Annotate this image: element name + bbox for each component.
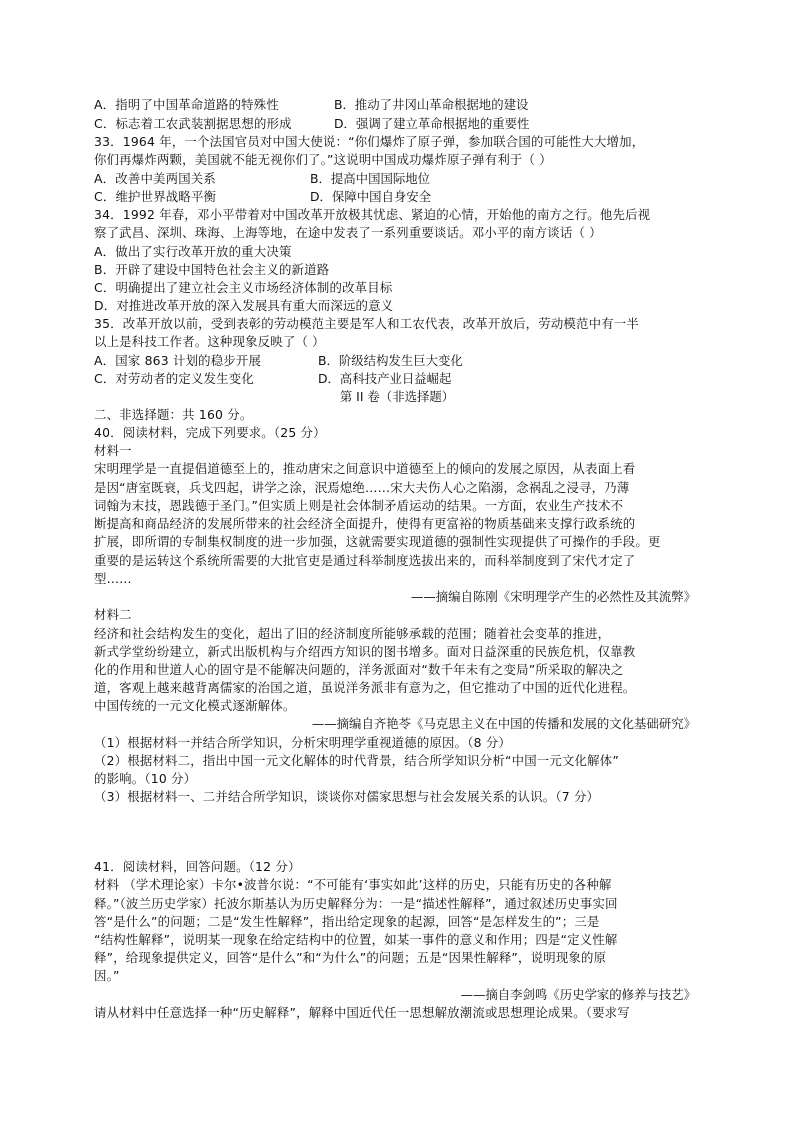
- q34-stem-line-1: 34．1992 年春，邓小平带着对中国改革开放极其忧虑、紧迫的心情，开始他的南方之行。他先后视: [94, 207, 651, 222]
- q40-question-2-line-1: （2）根据材料二，指出中国一元文化解体的时代背景，结合所学知识分析“中国一元文化解体”: [94, 753, 619, 768]
- q35-stem-line-1: 35．改革开放以前，受到表彰的劳动模范主要是军人和工农代表，改革开放后，劳动模范中有一半: [94, 316, 639, 331]
- q40-question-2-line-2: 的影响。（10 分）: [94, 771, 197, 786]
- q34-option-c: C．明确提出了建立社会主义市场经济体制的改革目标: [94, 280, 393, 295]
- q40-material1-line: 词翰为末技，恩践德于圣门。”但实质上则是社会体制矛盾运动的结果。一方面，农业生产技术不: [94, 498, 624, 513]
- q40-material1-source: ——摘编自陈刚《宋明理学产生的必然性及其流弊》: [411, 589, 696, 604]
- q33-option-c: C．维护世界战略平衡: [94, 189, 217, 204]
- q40-material2-line: 中国传统的一元文化模式逐渐解体。: [94, 698, 296, 713]
- q34-option-b: B．开辟了建设中国特色社会主义的新道路: [94, 262, 330, 277]
- q34-stem-line-2: 察了武昌、深圳、珠海、上海等地，在途中发表了一系列重要谈话。邓小平的南方谈话（ ）: [94, 225, 602, 240]
- q34-option-d: D．对推进改革开放的深入发展具有重大而深远的意义: [94, 298, 394, 313]
- q40-question-1: （1）根据材料一并结合所学知识，分析宋明理学重视道德的原因。（8 分）: [94, 735, 512, 750]
- q40-material1-line: 宋明理学是一直提倡道德至上的，推动唐宋之间意识中道德至上的倾向的发展之原因，从表面上看: [94, 461, 636, 476]
- q40-material2-line: 经济和社会结构发生的变化，超出了旧的经济制度所能够承载的范围；随着社会变革的推进，: [94, 626, 611, 641]
- q40-heading: 40．阅读材料，完成下列要求。（25 分）: [94, 425, 326, 440]
- q35-option-b: B．阶级结构发生巨大变化: [318, 353, 463, 368]
- q41-material-line: 释。”（波兰历史学家）托波尔斯基认为历史解释分为：一是“描述性解释”，通过叙述历史事实回: [94, 896, 618, 911]
- q35-option-c: C．对劳动者的定义发生变化: [94, 371, 254, 386]
- q41-question: 请从材料中任意选择一种“历史解释”，解释中国近代任一思想解放潮流或思想理论成果。（要求写: [94, 1005, 630, 1020]
- q33-option-b: B．提高中国国际地位: [310, 171, 431, 186]
- q41-material-line: 答“是什么”的问题；二是“发生性解释”，指出给定现象的起源，回答“是怎样发生的”；三是: [94, 914, 600, 929]
- q35-stem-line-2: 以上是科技工作者。这种现象反映了（ ）: [94, 334, 325, 349]
- q40-material2-line: 道，客观上越来越背离儒家的治国之道，虽说洋务派非有意为之，但它推动了中国的近代化进程。: [94, 680, 636, 695]
- q35-option-d: D．高科技产业日益崛起: [318, 371, 452, 386]
- q35-option-a: A．国家 863 计划的稳步开展: [94, 353, 262, 368]
- q33-stem-line-2: 你们再爆炸两颗，美国就不能无视你们了。”这说明中国成功爆炸原子弹有利于（ ）: [94, 152, 552, 167]
- q40-material1-title: 材料一: [94, 443, 132, 458]
- q40-material2-line: 化的作用和世道人心的固守是不能解决问题的，洋务派面对“数千年未有之变局”所采取的解决之: [94, 662, 624, 677]
- section2-heading: 二、非选择题：共 160 分。: [94, 407, 253, 422]
- q40-question-3: （3）根据材料一、二并结合所学知识，谈谈你对儒家思想与社会发展关系的认识。（7 分）: [94, 789, 600, 804]
- q34-option-a: A．做出了实行改革开放的重大决策: [94, 244, 292, 259]
- q31-option-b: B．推动了井冈山革命根据地的建设: [334, 97, 529, 112]
- q40-material2-line: 新式学堂纷纷建立，新式出版机构与介绍西方知识的图书增多。面对日益深重的民族危机，仅靠教: [94, 644, 636, 659]
- q41-material-line: 材料 （学术理论家）卡尔•波普尔说：“不可能有‘事实如此’这样的历史，只能有历史的各种解: [94, 877, 612, 892]
- q40-material1-line: 是因“唐室既衰，兵戈四起，讲学之涂，泯焉熄绝……宋大夫伤人心之陷溺，念祸乱之浸寻，乃薄: [94, 480, 630, 495]
- q33-option-a: A．改善中美两国关系: [94, 171, 216, 186]
- q41-material-line: 释”，给现象提供定义，回答“是什么”和“为什么”的问题；五是“因果性解释”，说明现象的原: [94, 950, 607, 965]
- q33-stem-line-1: 33．1964 年，一个法国官员对中国大使说：“你们爆炸了原子弹，参加联合国的可能性大大增加，: [94, 134, 645, 149]
- q31-option-c: C．标志着工农武装割据思想的形成: [94, 116, 292, 131]
- q40-material1-line: 扩展，即所谓的专制集权制度的进一步加强，这就需要实现道德的强制性实现提供了可操作的手段。更: [94, 534, 661, 549]
- q31-option-a: A．指明了中国革命道路的特殊性: [94, 97, 279, 112]
- q41-material-line: 因。”: [94, 968, 120, 983]
- q40-material1-line: 断提高和商品经济的发展所带来的社会经济全面提升，使得有更富裕的物质基础来支撑行政系统的: [94, 516, 636, 531]
- q41-material-line: “结构性解释”，说明某一现象在给定结构中的位置，如某一事件的意义和作用；四是“定义性解: [94, 932, 618, 947]
- q40-material2-source: ——摘编自齐艳苓《马克思主义在中国的传播和发展的文化基础研究》: [311, 716, 696, 731]
- q41-heading: 41．阅读材料，回答问题。（12 分）: [94, 859, 301, 874]
- q41-source: ——摘自李剑鸣《历史学家的修养与技艺》: [460, 987, 696, 1002]
- q40-material1-line: 型……: [94, 571, 132, 586]
- part2-title: 第 II 卷（非选择题）: [339, 389, 455, 404]
- q40-material2-title: 材料二: [94, 607, 132, 622]
- q33-option-d: D．保障中国自身安全: [310, 189, 432, 204]
- q31-option-d: D．强调了建立革命根据地的重要性: [334, 116, 530, 131]
- q40-material1-line: 重要的是运转这个系统所需要的大批官吏是通过科举制度选拔出来的，而科举制度到了宋代才定了: [94, 553, 636, 568]
